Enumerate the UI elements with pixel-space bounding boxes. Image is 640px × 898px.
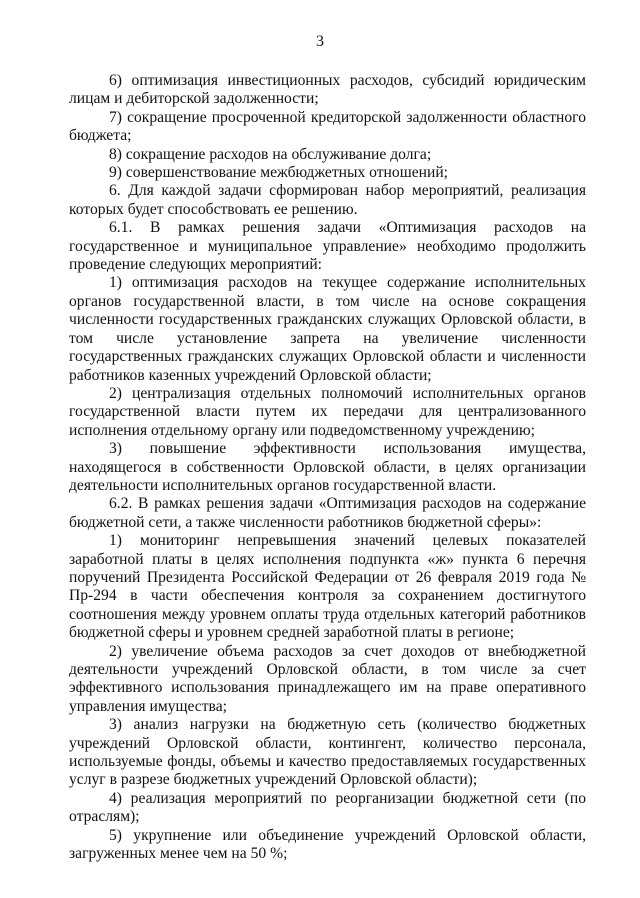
paragraph: 6.2. В рамках решения задачи «Оптимизация расходов на содержание бюджетной сети, а также численности работников бюджетной сферы»: xyxy=(69,495,586,531)
document-body xyxy=(69,72,586,863)
paragraph: 2) централизация отдельных полномочий исполнительных органов государственной власти путем их передачи для централизованного исполнения отдельному органу или подведомственному учреждению; xyxy=(69,384,586,439)
paragraph: 4) реализация мероприятий по реорганизации бюджетной сети (по отраслям); xyxy=(69,789,586,826)
paragraph: 3) повышение эффективности использования имущества, находящегося в собственности Орловской области, в целях организации деятельности исполнительных органов государственной власти. xyxy=(69,440,586,494)
paragraph: 2) увеличение объема расходов за счет доходов от внебюджетной деятельности учреждений Орловской области, в том числе за счет эффективного использования принадлежащего им на праве оперативного управления имущества; xyxy=(69,642,586,715)
paragraph: 3) анализ нагрузки на бюджетную сеть (количество бюджетных учреждений Орловской области, контингент, количество персонала, используемые фонды, объемы и качество предоставляемых государственных услуг в разрезе бюджетных учреждений Орловской области); xyxy=(69,716,586,789)
paragraph: 1) оптимизация расходов на текущее содержание исполнительных органов государственной власти, в том числе на основе сокращения численности государственных гражданских служащих Орловской области, в том числе установление запрета на увеличение численности государственных гражданских служащих Орловской области и численности работников казенных учреждений Орловской области; xyxy=(69,274,586,384)
paragraph: 6) оптимизация инвестиционных расходов, субсидий юридическим лицам и дебиторской задолженности; xyxy=(69,72,586,108)
paragraph: 8) сокращение расходов на обслуживание долга; xyxy=(109,145,432,163)
paragraph: 9) совершенствование межбюджетных отношений; xyxy=(109,164,448,182)
paragraph: 7) сокращение просроченной кредиторской задолженности областного бюджета; xyxy=(69,108,586,145)
paragraph: 6.1. В рамках решения задачи «Оптимизация расходов на государственное и муниципальное управление» необходимо продолжить проведение следующих мероприятий: xyxy=(69,219,586,274)
paragraph: 5) укрупнение или объединение учреждений Орловской области, загруженных менее чем на 50 %; xyxy=(69,826,586,863)
page-number: 3 xyxy=(316,33,324,50)
paragraph: 6. Для каждой задачи сформирован набор мероприятий, реализация которых будет способствовать ее решению. xyxy=(69,182,586,218)
paragraph: 1) мониторинг непревышения значений целевых показателей заработной платы в целях исполнения подпункта «ж» пункта 6 перечня поручений Президента Российской Федерации от 26 февраля 2019 года № Пр-294 в части обеспечения контроля за сохранением достигнутого соотношения между уровнем оплаты труда отдельных категорий работников бюджетной сферы и уровнем средней заработной платы в регионе; xyxy=(69,532,586,642)
